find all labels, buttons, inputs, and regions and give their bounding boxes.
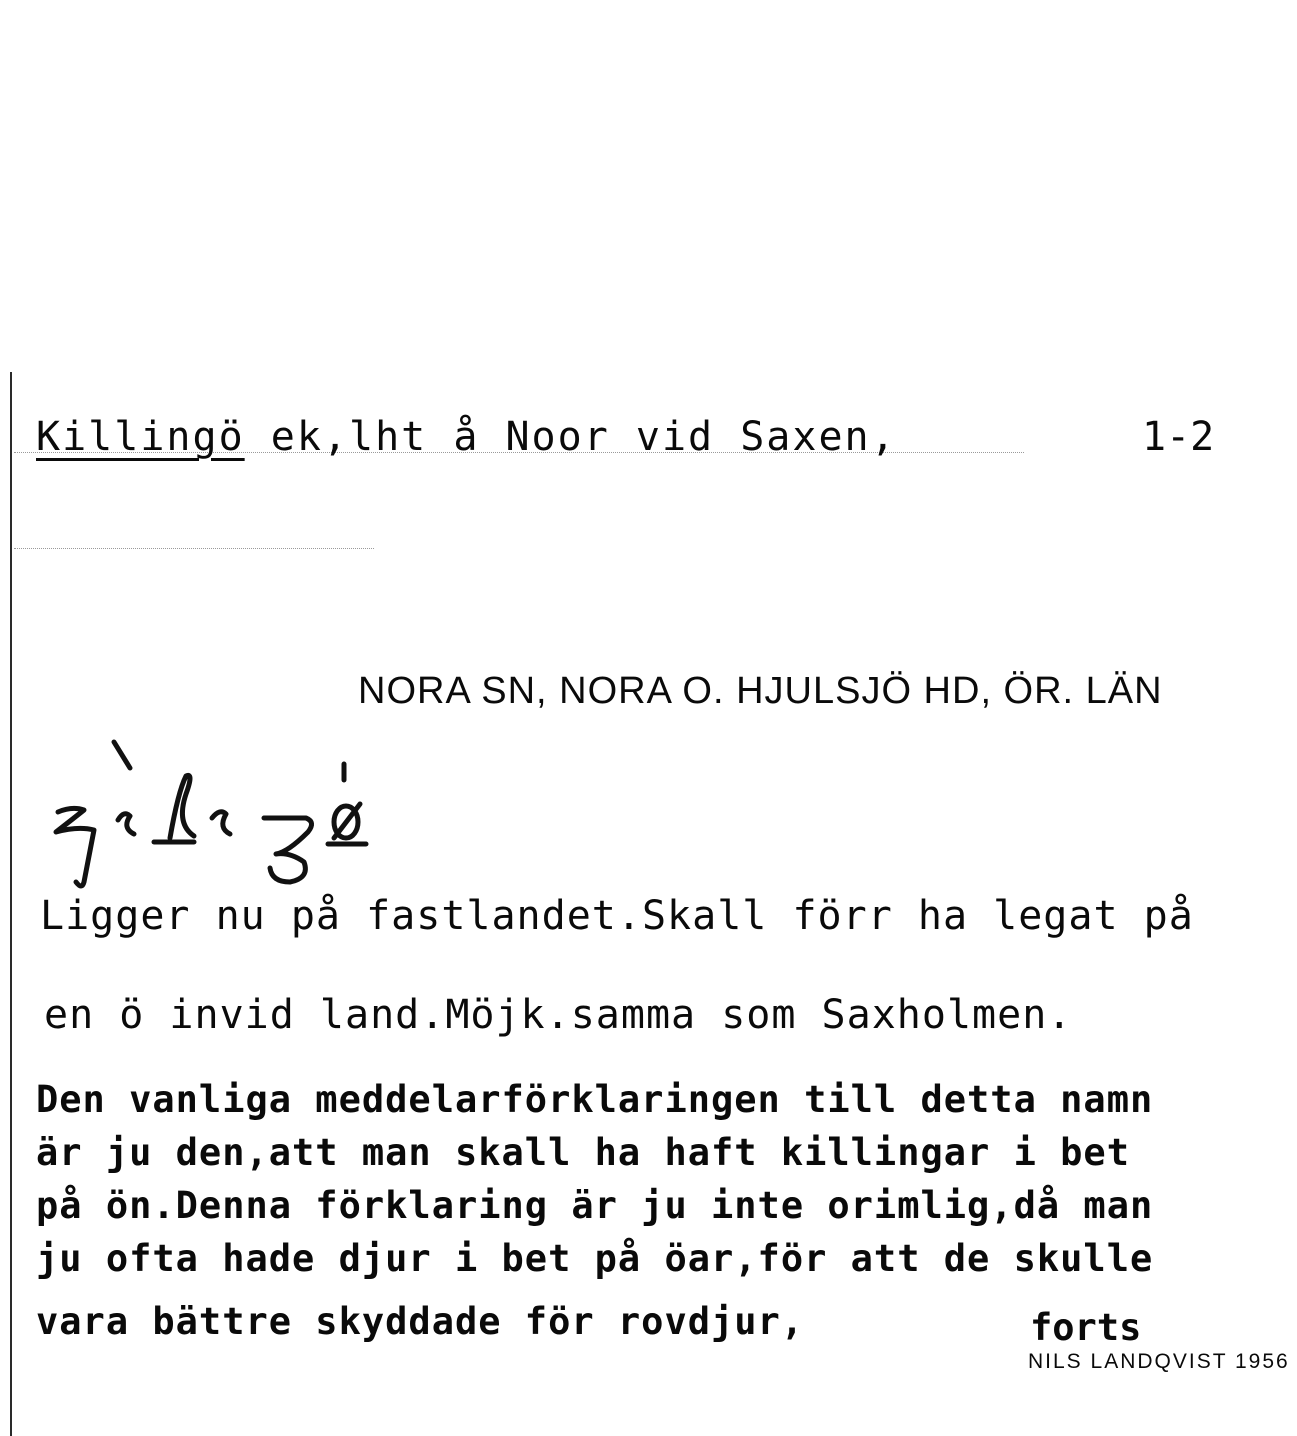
note-line: en ö invid land.Möjk.samma som Saxholmen.: [44, 992, 1073, 1038]
card-heading: [36, 414, 897, 460]
continued-label: forts: [1030, 1306, 1142, 1349]
ruled-line: [14, 548, 374, 549]
accent-mark: [114, 742, 130, 768]
body-line: på ön.Denna förklaring är ju inte orimlig,då man: [36, 1184, 1154, 1227]
phon-glyph-j: [56, 808, 94, 886]
phon-glyph-i: [118, 814, 134, 834]
place-name: Killingö: [36, 414, 245, 460]
body-line: ju ofta hade djur i bet på öar,för att de skulle: [36, 1237, 1154, 1280]
body-line: är ju den,att man skall ha haft killingar i bet: [36, 1131, 1130, 1174]
parish-line: NORA SN, NORA O. HJULSJÖ HD, ÖR. LÄN: [358, 670, 1163, 712]
note-line: Ligger nu på fastlandet.Skall förr ha legat på: [40, 893, 1194, 939]
card-left-edge: [10, 372, 12, 1436]
phon-glyph-i2: [212, 812, 230, 834]
body-line: Den vanliga meddelarförklaringen till detta namn: [36, 1078, 1154, 1121]
heading-description: ek,lht å Noor vid Saxen,: [244, 414, 897, 460]
phon-glyph-ng: [264, 818, 312, 882]
body-line: vara bättre skyddade för rovdjur,: [36, 1300, 805, 1343]
card-number: 1-2: [1142, 414, 1215, 460]
collector-stamp: NILS LANDQVIST 1956: [1028, 1350, 1290, 1373]
phon-glyph-l: [170, 775, 194, 838]
phonetic-transcription: [44, 732, 374, 892]
